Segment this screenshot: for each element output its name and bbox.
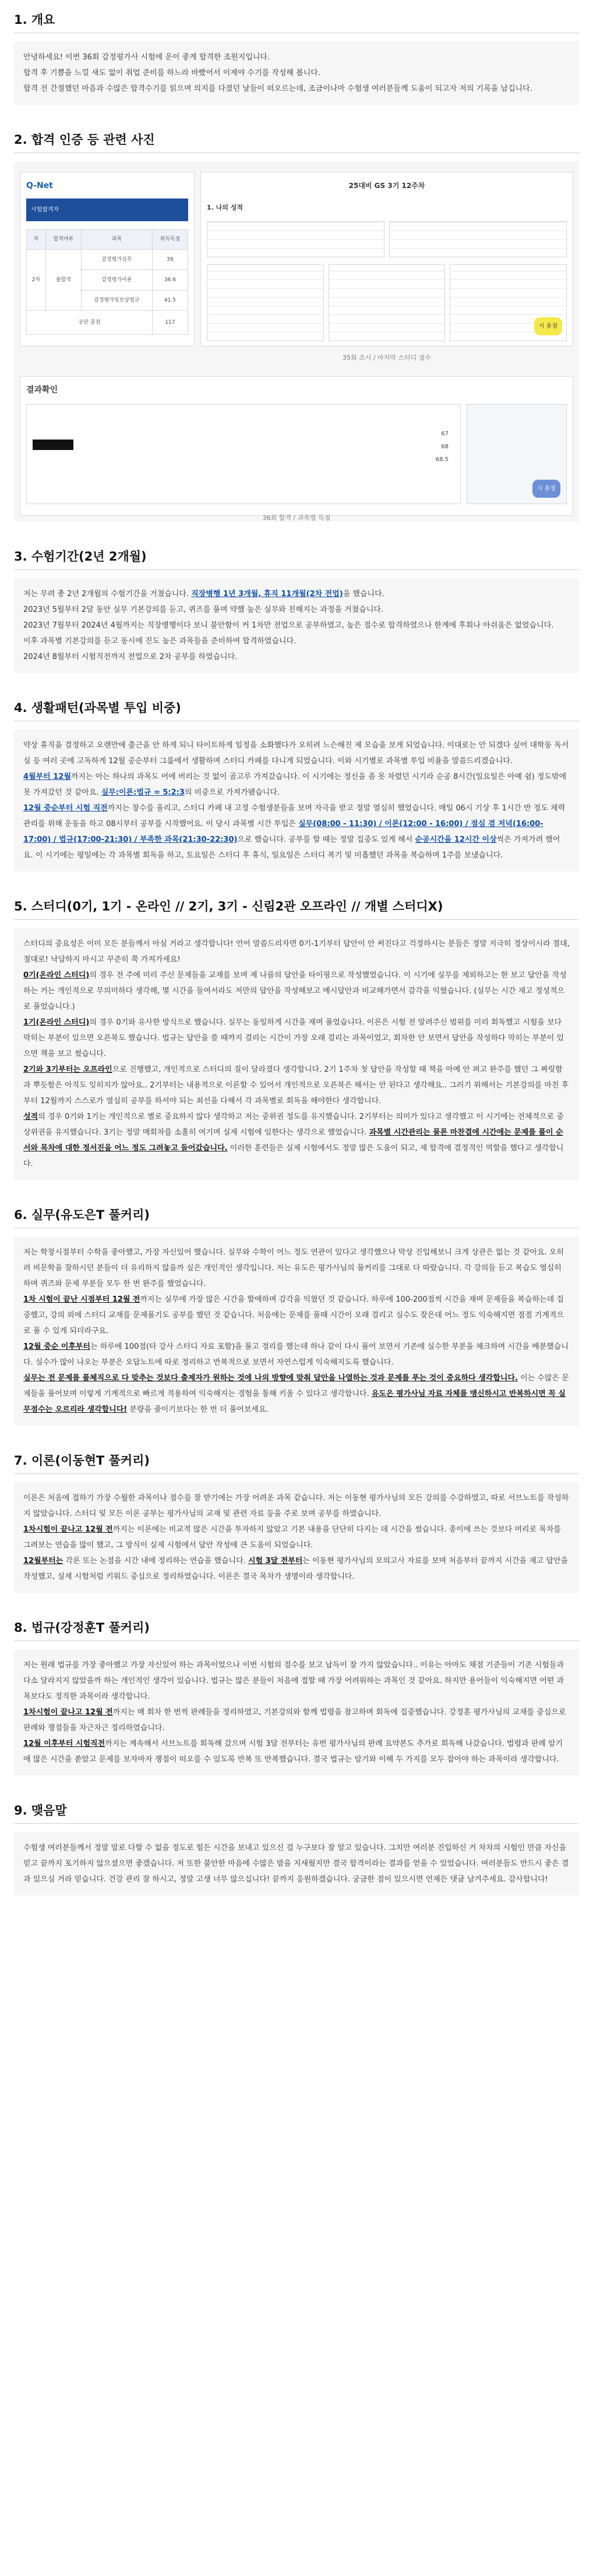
mobile-screen-image xyxy=(467,404,567,504)
highlight: 2기와 3기부터는 오프라인 xyxy=(23,1065,112,1074)
badge: 시 용점 xyxy=(534,317,562,335)
section-photos xyxy=(14,120,579,522)
divider xyxy=(14,1473,579,1474)
grid-block xyxy=(207,221,384,257)
highlight: 순공시간을 12시간 이상 xyxy=(415,835,497,844)
paragraph: 스터디의 중요성은 이미 모든 분들께서 아실 거라고 생각합니다! 언어 말씀드리자면 0기-1기부터 답안이 안 써진다고 걱정하시는 분들은 정말 지극히 정상이시라 절대, 절대로! 낙담하지 마시고 꾸준히 쭉 가져가세요! xyxy=(23,940,570,964)
paragraph xyxy=(23,1339,570,1370)
text: 는 이동현 평가사님의 모의고사 자료를 보며 처음부터 끝까지 시간을 재고 답안을 작성했고, 실제 시험처럼 키워드 중심으로 정리하였습니다. 이론은 결국 목차가 생명이라 생각합니다. xyxy=(23,1557,569,1581)
section-lifestyle xyxy=(14,688,579,871)
highlight: 4월부터 12월 xyxy=(23,773,71,781)
result-layout xyxy=(26,404,567,504)
result-table-image xyxy=(26,404,461,504)
text-box xyxy=(14,729,579,871)
text: 씩은 가져가려 했어요. 이 시기에는 평일에는 각 과목별 회독을 하고, 토요일은 스터디 후 휴식, 일요일은 스터디 복기 및 미흡했던 과목을 복습하며 1주를 보냈습니다. xyxy=(23,835,560,860)
text: 까지는 창수를 올리고, 스터디 카페 내 고정 수험생분들을 보며 자극을 받고 정말 열심히 했었습니다. 매일 06시 기상 후 1시간 반 정도 체력 관리를 위해 운동을 하고 08시부터 공부를 시작했어요. 이 당시 과목별 시간 투입은 xyxy=(23,804,566,828)
qnet-menu-bar: 시험합격자 xyxy=(26,199,188,221)
score-table xyxy=(26,229,188,335)
text-box xyxy=(14,1236,579,1426)
td-score: 36.6 xyxy=(152,270,188,290)
paragraph xyxy=(23,586,570,602)
section-title: 4. 생활패턴(과목별 투입 비중) xyxy=(14,701,181,715)
result-title: 결과확인 xyxy=(26,385,58,395)
th: 과목 xyxy=(81,230,152,250)
text-box xyxy=(14,1649,579,1776)
text-box xyxy=(14,578,579,673)
paragraph: 2024년 8월부터 시험직전까지 전업으로 2차 공부를 하였습니다. xyxy=(23,653,238,661)
score-sheet-section: 1. 나의 성적 xyxy=(207,204,243,211)
result-scores xyxy=(436,428,449,466)
text-box xyxy=(14,41,579,105)
text: 이러한 훈련들은 실제 시험에서도 정말 많은 도움이 되고, 제 합격에 결정적인 역할을 했다고 생각합니다. xyxy=(23,1144,564,1168)
paragraph xyxy=(23,1370,570,1418)
photo-box xyxy=(14,161,579,522)
paragraph xyxy=(23,1292,570,1339)
paragraph xyxy=(23,1062,570,1109)
paragraph xyxy=(23,769,570,800)
paragraph xyxy=(23,1736,570,1767)
paragraph: 저는 학창시절부터 수학을 좋아했고, 가장 자신있어 했습니다. 실무와 수학이 어느 정도 연관이 있다고 생각했으나 막상 진입해보니 크게 상관은 없는 것 같아요. 오히려 비문학을 잘하시던 분들이 더 유리하지 않을까 싶은 개인적인 생각입니다. 저는 유도은 평가사님의 풀커리를 그대로 다 따랐습니다. 각 강의들 듣고 복습도 열심히 하며 퀴즈와 문제 부분들 모두 한 번 완주를 했었습니다. xyxy=(23,1248,564,1288)
qnet-result-photo xyxy=(20,172,195,346)
qnet-logo: Q-Net xyxy=(26,181,53,190)
text: 까지는 매 회차 한 번씩 판례들을 정리하였고, 기본강의와 함께 법령을 참고하며 회독에 집중했습니다. 강정훈 평가사님의 교재를 중심으로 판례와 쟁점들을 차근차근 정리하였습니다. xyxy=(23,1708,566,1732)
section-title: 8. 법규(강정훈T 풀커리) xyxy=(14,1621,150,1635)
section-overview xyxy=(14,0,579,105)
result-score: 67 xyxy=(441,431,449,437)
text-box xyxy=(14,928,579,1180)
text: 까지는 실무에 가장 많은 시간을 할애하며 감각을 익혔던 것 같습니다. 하루에 100-200점씩 시간을 재며 문제들을 복습하는데 집중했고, 강의 외에 스터디 교재를 문제풀기도 공부를 했던 것 같습니다. 처음에는 문제를 풀때 시간이 오래 걸리고 실수도 잦은데 어느 정도 익숙해지면 점점 기계적으로 풀 수 있게 되더라구요. xyxy=(23,1295,564,1335)
divider xyxy=(14,919,579,920)
highlight: 12월 중순 이후부터 xyxy=(23,1342,91,1351)
text: 을 했습니다. xyxy=(343,590,384,598)
section-study xyxy=(14,887,579,1180)
text: 까지는 아는 하나의 과목도 어에 버리는 것 없이 골고루 가져갔습니다. 이 시기에는 정신을 좀 못 차렸던 시기라 순공 8시간(일요일은 아예 쉼) 정도밖에 못 가져갔던 것 같아요. xyxy=(23,773,567,797)
study-score-photo xyxy=(200,172,573,346)
td-status: 불합격 xyxy=(45,250,81,311)
td-subject: 감정평가및보상법규 xyxy=(81,290,152,311)
paragraph: 합격 후 기쁨을 느낄 새도 없이 취업 준비를 하느라 바빴어서 이제야 수기를 작성해 봅니다. xyxy=(23,69,320,77)
highlight: 시험 3달 전부터 xyxy=(248,1557,303,1565)
text: 의 경우 0기와 1기는 개인적으로 별로 중요하지 않다 생각하고 저는 중위권 정도를 유지했습니다. 2기부터는 의미가 있다고 생각했고 이 시기에는 전체적으로 중상위권을 유지했습니다. 3기는 정말 매회차를 소홀히 여기며 실제 시험에 임한다는 생각으로 했었습니다. xyxy=(23,1112,564,1137)
text: 으로 했습니다. 공부를 할 때는 정말 집중도 있게 해서 xyxy=(237,835,415,844)
paragraph: 합격 전 간절했던 마음과 수많은 합격수기를 읽으며 의지를 다졌던 날들이 떠오르는데, 조금이나마 수험생 여러분들께 도움이 되고자 저의 기록을 남깁니다. xyxy=(23,84,532,93)
text: 의 비중으로 가져가됐습니다. xyxy=(184,788,280,797)
highlight: 0기(온라인 스터디) xyxy=(23,971,90,980)
th: 차 xyxy=(27,230,46,250)
highlight: 12월 이후부터 시험직전 xyxy=(23,1739,105,1748)
highlight: 1차시험이 끝나고 12월 전 xyxy=(23,1525,113,1534)
td-round: 2차 xyxy=(27,250,46,311)
section-title: 3. 수험기간(2년 2개월) xyxy=(14,550,147,564)
section-title: 7. 이론(이동현T 풀커리) xyxy=(14,1454,150,1468)
paragraph xyxy=(23,1522,570,1553)
td-score: 41.5 xyxy=(152,290,188,311)
text: 으로 진행했고, 개인적으로 스터디의 질이 달라졌다 생각합니다. 2기 1주차 첫 답안을 작성할 때 책을 아예 안 펴고 완주를 했던 그 짜릿함과 뿌듯함은 아직도 잊히지가 않아요.. 2기부터는 내용적으로 이론할 수 있어서 개인적으로 오픈북은 해서는 안 된다고 생각해요.. 그러기 위해서는 기본강의를 마친 후부터 12월까지 스스로가 열심히 공부를 하셔야 되는 최선을 다해서 각 과목별로 회독을 해야한다 생각합니다. xyxy=(23,1065,569,1105)
redacted-block xyxy=(33,440,73,450)
text: 저는 무려 총 2년 2개월의 수험기간을 거쳤습니다. xyxy=(23,590,192,598)
section-title: 1. 개요 xyxy=(14,13,55,27)
highlight: 실무는 전 문제를 풀체직으로 다 맞추는 것보다 출제자가 원하는 것에 나의 방향에 맞춰 답안을 나열하는 것과 문제를 푸는 것이 중요하다 생각합니다. xyxy=(23,1374,518,1383)
text: 의 경우 0기와 유사한 방식으로 했습니다. 실무는 동일하게 시간을 재며 풀었습니다. 이론은 시험 전 알려주신 범위를 미리 회독했고 시험을 보다 막히는 부분이 있으면 오픈북도 했습니다. 법규는 답안을 쓸 때까지 걸리는 시간이 가장 오래 걸리는 과목이었고, 회차한 안 보면서 답안을 작성하다 막히는 부분이 있으면 책을 보고 썼습니다. xyxy=(23,1018,564,1058)
text: 이는 수많은 문제들을 풀어보며 이렇게 기계적으로 빠르게 적용하여 익숙해지는 경험을 통해 키울 수 있다고 생각합니다. xyxy=(23,1374,569,1398)
section-theory xyxy=(14,1441,579,1593)
paragraph xyxy=(23,1015,570,1062)
divider xyxy=(14,1640,579,1641)
td-subject: 감정평가이론 xyxy=(81,270,152,290)
score-grids xyxy=(207,264,567,341)
paragraph xyxy=(23,800,570,863)
highlight: 12월부터는 xyxy=(23,1557,63,1565)
text-box xyxy=(14,1832,579,1895)
grid-block xyxy=(329,264,446,341)
highlight: 직장병행 1년 3개월, 휴직 11개월(2차 전업) xyxy=(191,590,343,598)
paragraph: 2023년 7월부터 2024년 4월까지는 직장병행이다 보니 불안함이 커 1차만 전업으로 공부하였고, 높은 점수로 합격하였으나 한계에 후회나 아쉬움은 없었습니다. xyxy=(23,621,554,630)
highlight: 실무(08:00 - 11:30) / 이론(12:00 - 16:00) / 점심 겸 저녁(16:00-17:00) / 법규(17:00-21:30) / 부족한 과목(21:30-22:30) xyxy=(23,820,543,844)
highlight: 유도은 평가사님 자료 자체를 맹신하시고 반복하시면 꼭 실무점수는 오르리라 생각합니다! xyxy=(23,1390,566,1414)
result-score: 68.5 xyxy=(435,456,449,463)
section-title: 2. 합격 인증 등 관련 사진 xyxy=(14,133,155,147)
highlight: 1차 시험이 끝난 시점부터 12월 전 xyxy=(23,1295,140,1304)
td-subject: 감정평가실무 xyxy=(81,250,152,270)
badge: 시 용점 xyxy=(532,480,560,498)
highlight: 실무:이론:법규 = 5:2:3 xyxy=(101,788,185,797)
highlight: 과목별 시간관리는 물론 마찬결에 시간에는 문제를 풀이 순서와 목차에 대한 정서진을 어느 정도 그려놓고 들어갔습니다. xyxy=(23,1128,563,1153)
paragraph xyxy=(23,1553,570,1585)
grid-block xyxy=(207,264,324,341)
section-title: 5. 스터디(0기, 1기 - 온라인 // 2기, 3기 - 신림2관 오프라인 // 개별 스터디X) xyxy=(14,899,443,913)
divider xyxy=(14,1823,579,1824)
highlight: 성적 xyxy=(23,1112,38,1121)
section-practice xyxy=(14,1195,579,1426)
score-badge xyxy=(534,317,562,335)
photo-row xyxy=(20,167,573,370)
text: 까지는 이론에는 비교적 많은 시간을 투자하지 않았고 기본 내용을 단단히 다지는 데 시간을 썼습니다. 종이에 쓰는 것보다 머리로 목차를 그려보는 연습을 많이 했고, 그 방식이 실제 시험에서 답안 작성에 큰 도움이 되었습니다. xyxy=(23,1525,561,1550)
paragraph: 약상 휴직을 결정하고 오랜만에 출근을 안 하게 되니 타이트하게 일정을 소화했다가 오히려 느슨해진 제 모습을 보게 되었습니다. 이대로는 안 되겠다 싶어 대학동 독서실 등 여러 곳에 고독하게 12월 중순부터 그룹에서 생활하며 스터디 카페를 다니게 되었습니다. 이와 시기별로 과목별 투입 비율을 말씀드리겠습니다. xyxy=(23,741,569,766)
paragraph: 이후 과목별 기본강의를 듣고 동시에 진도 높은 과목들을 준비하여 합격하였습니다. xyxy=(23,637,296,646)
paragraph: 수험생 여러분들께서 정말 말로 다할 수 없을 정도로 힘든 시간을 보내고 있으신 걸 누구보다 잘 알고 있습니다. 그치만 여러분 진입하신 거 차차의 시험인 만큼 자신을 믿고 끝까지 포기하지 않으셨으면 좋겠습니다. 저 또한 불안한 마음에 수많은 밤을 지새웠지만 결국 합격이라는 결과를 얻을 수 있었습니다. 여러분들도 반드시 좋은 결과 있으실 거라 믿습니다. 건강 관리 잘 하시고, 정말 고생 너무 많으십니다! 끝까지 응원하겠습니다. 궁금한 점이 있으시면 언제든 댓글 남겨주세요. 감사합니다! xyxy=(23,1844,569,1884)
text: 분량을 줄이기보다는 한 번 더 풀어보세요. xyxy=(127,1405,269,1414)
th: 합격여부 xyxy=(45,230,81,250)
th: 취득득점 xyxy=(152,230,188,250)
section-closing xyxy=(14,1791,579,1895)
result-score: 68 xyxy=(441,444,449,450)
score-sheet-title: 25대비 GS 3기 12주차 xyxy=(348,182,425,190)
section-period xyxy=(14,537,579,673)
paragraph xyxy=(23,1109,570,1172)
paragraph: 2023년 5월부터 2달 동안 실무 기본강의를 듣고, 퀴즈를 풀며 약했 높은 실무와 친해지는 과정을 거쳤습니다. xyxy=(23,605,384,614)
divider xyxy=(14,569,579,570)
paragraph: 안녕하세요! 이번 36회 감정평가사 시험에 운이 좋게 합격한 조원지입니다. xyxy=(23,53,270,62)
text-box xyxy=(14,1482,579,1593)
highlight: 12월 중순부터 시험 직전 xyxy=(23,804,108,813)
score-grids xyxy=(207,221,567,257)
highlight: 1차시험이 끝나고 12월 전 xyxy=(23,1708,113,1717)
photo-caption: 35회 조시 / 마지막 스터디 점수 xyxy=(342,354,432,362)
grid-block xyxy=(389,221,567,257)
final-result-photo xyxy=(20,376,573,522)
right-photo-col xyxy=(200,172,573,366)
td-total-label: 공란 총점 xyxy=(27,311,153,335)
paragraph xyxy=(23,1705,570,1736)
highlight: 1기(온라인 스터디) xyxy=(23,1018,90,1027)
text: 는 하루에 100점(타 강사 스터디 자료 포함)을 풀고 정리를 했는데 하나 같이 다시 풀어 보면서 기존에 실수한 부분을 체크하며 시간을 배분했습니다. 실수가 많이 나오는 부분은 오답노트에 따로 정리하고 반복적으로 보면서 자연스럽게 익숙해지도록 했습니다. xyxy=(23,1342,569,1367)
section-title: 6. 실무(유도은T 풀커리) xyxy=(14,1208,150,1222)
text: 까지는 계속해서 서브노트를 회독해 갔으며 시험 3달 전부터는 유번 평가사님의 판례 요약본도 추가로 회독해 나갔습니다. 법령과 판례 암기에 많은 시간을 쏟았고 문제를 보자마자 쟁점이 떠오를 수 있도록 반복 또 반복했습니다. 결국 법규는 암기와 이해 두 가지를 모두 잡아야 하는 과목이라 생각합니다. xyxy=(23,1739,563,1764)
td-score: 39 xyxy=(152,250,188,270)
text: 각론 또는 논점을 시간 내에 정리하는 연습을 했습니다. xyxy=(63,1557,248,1565)
paragraph: 저는 원래 법규를 가장 좋아했고 가장 자신있어 하는 과목이었으나 이번 시험의 점수를 보고 납득이 잘 가지 않았습니다.. 이유는 아마도 채점 기준들이 기존 시험들과 다소 달라지지 않았을까 하는 개인적인 생각이 있습니다. 법규는 많은 분들이 처음에 접할 때 가장 어려워하는 과목인 것 같아요. 하지만 용어들이 익숙해지면 어떤 과목보다도 정직한 과목이라 생각합니다. xyxy=(23,1661,564,1701)
td-total: 117 xyxy=(152,311,188,335)
photo-caption: 36회 합격 / 과목별 득점 xyxy=(262,514,331,522)
paragraph xyxy=(23,968,570,1015)
section-title: 9. 맺음말 xyxy=(14,1803,67,1817)
paragraph: 이론은 처음에 접하기 가장 수월한 과목이나 점수를 잘 받기에는 가장 어려운 과목 같습니다. 저는 이동현 평가사님의 모든 강의를 수강하였고, 따로 서브노트를 작성하지 않았습니다. 스터디 및 모든 이론 공부는 평가사님의 교재 및 관련 자료 등을 주로 보며 공부를 하였습니다. xyxy=(23,1494,569,1518)
section-law xyxy=(14,1608,579,1776)
text: 의 경우 전 주에 미리 주신 문제들을 교재를 보며 제 나름의 답안을 타이핑으로 작성했었습니다. 이 시기에 실무를 제외하고는 한 보고 답안을 작성하는 거는 개인적으로 무의미하다 생각해, 몇 시간을 들여서라도 저만의 답안을 작성해보고 예시답안과 비교해가면서 감각을 익혔습니다. (실무는 시간 재고 정성적으로 풀었습니다.) xyxy=(23,971,567,1011)
